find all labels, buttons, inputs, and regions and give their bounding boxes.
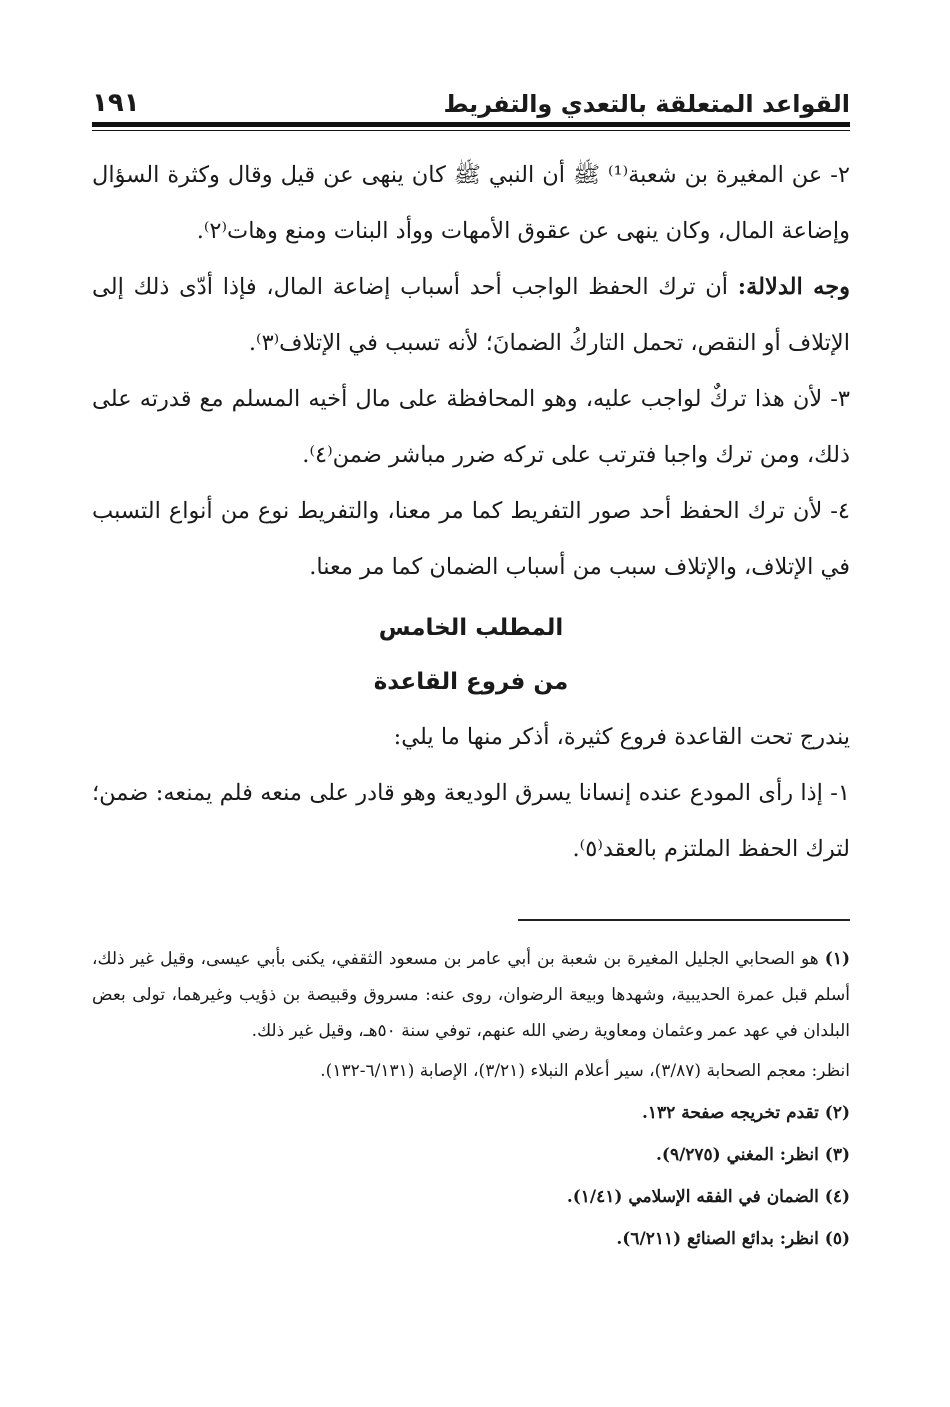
footnotes — [92, 941, 850, 1257]
footnote-2: (٢) تقدم تخريجه صفحة ١٣٢. — [641, 1102, 850, 1123]
paragraph-indication — [92, 259, 850, 371]
section-subheading: من فروع القاعدة — [373, 669, 569, 695]
running-title: القواعد المتعلقة بالتعدي والتفريط — [443, 90, 850, 118]
footnote-3: (٣) انظر: المغني (٩/٢٧٥). — [655, 1144, 850, 1165]
paragraph-intro-branches: يندرج تحت القاعدة فروع كثيرة، أذكر منها ما يلي: — [393, 724, 850, 750]
page-number: ١٩١ — [92, 88, 140, 118]
paragraph-branch-1: ١- إذا رأى المودع عنده إنسانا يسرق الوديعة وهو قادر على منعه فلم يمنعه: ضمن؛ لترك الحفظ الملتزم بالعقد⁽٥⁾. — [92, 780, 850, 862]
indication-label: وجه الدلالة: — [737, 274, 850, 300]
indication-text: أن ترك الحفظ الواجب أحد أسباب إضاعة المال، فإذا أدّى ذلك إلى الإتلاف أو النقص، تحمل التاركُ الضمانَ؛ لأنه تسبب في الإتلاف⁽٣⁾. — [92, 274, 850, 356]
main-text — [92, 147, 850, 877]
footnote-1 — [92, 941, 850, 1049]
footnote-1-text: هو الصحابي الجليل المغيرة بن شعبة بن أبي عامر بن مسعود الثقفي، يكنى بأبي عيسى، وقيل غير ذلك، أسلم قبل عمرة الحديبية، وشهدها وبيعة الرضوان، روى عنه: مسروق وقبيصة بن ذؤيب وغيرهما، تولى بعض البلدان في عهد عمر وعثمان ومعاوية رضي الله عنهم، توفي سنة ٥٠هـ، وقيل غير ذلك. — [92, 948, 850, 1041]
paragraph-evidence-4: ٤- لأن ترك الحفظ أحد صور التفريط كما مر معنا، والتفريط نوع من أنواع التسبب في الإتلاف، والإتلاف سبب من أسباب الضمان كما مر معنا. — [92, 498, 850, 580]
footnote-1-sources: انظر: معجم الصحابة (٣/٨٧)، سير أعلام النبلاء (٣/٢١)، الإصابة (٦/١٣١-١٣٢). — [320, 1060, 850, 1081]
paragraph-evidence-3: ٣- لأن هذا تركٌ لواجب عليه، وهو المحافظة على مال أخيه المسلم مع قدرته على ذلك، ومن ترك واجبا فترتب على تركه ضرر مباشر ضمن⁽٤⁾. — [92, 386, 850, 468]
header-rule-thick — [92, 122, 850, 127]
footnote-separator — [518, 919, 850, 921]
paragraph-evidence-2: ٢- عن المغيرة بن شعبة⁽¹⁾ ﷺ أن النبي ﷺ كان ينهى عن قيل وقال وكثرة السؤال وإضاعة المال، وكان ينهى عن عقوق الأمهات ووأد البنات ومنع وهات⁽٢⁾. — [92, 162, 850, 244]
running-header — [92, 72, 850, 118]
footnote-5: (٥) انظر: بدائع الصنائع (٦/٢١١). — [616, 1228, 850, 1249]
header-rule-thin — [92, 130, 850, 131]
footnote-4: (٤) الضمان في الفقه الإسلامي (١/٤١). — [566, 1186, 850, 1207]
section-heading: المطلب الخامس — [378, 615, 564, 641]
footnote-1-number: (١) — [824, 948, 850, 969]
book-page — [92, 72, 850, 1257]
